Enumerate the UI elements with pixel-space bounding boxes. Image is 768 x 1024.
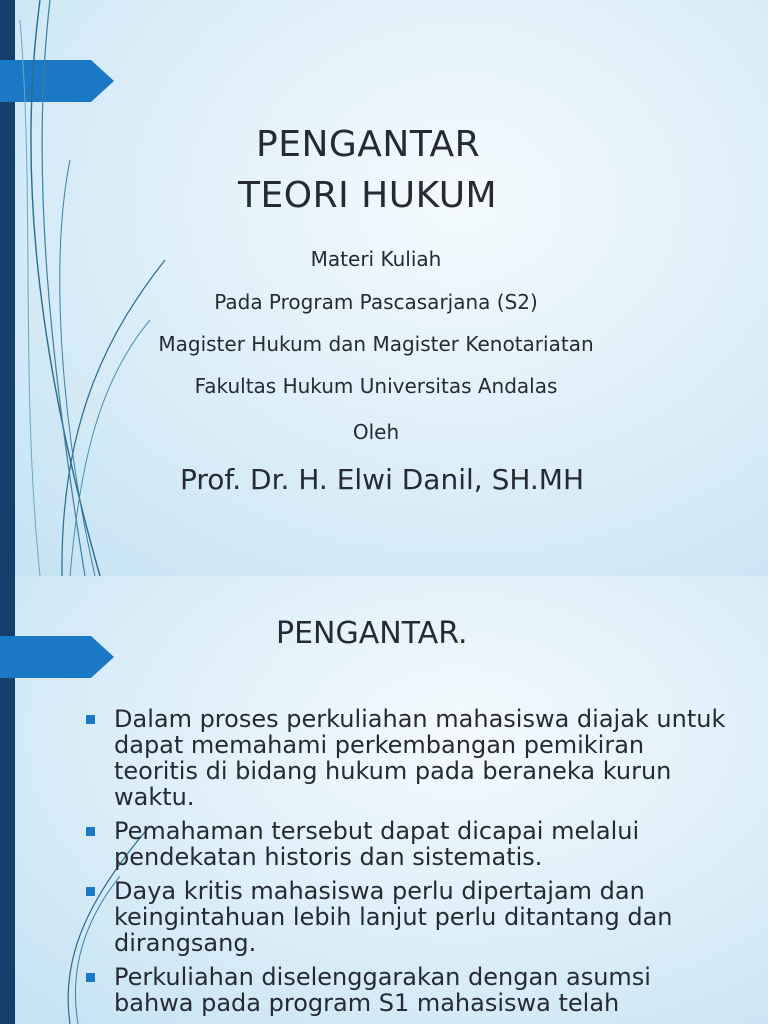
slide-heading: PENGANTAR.	[276, 616, 468, 651]
list-item	[86, 878, 726, 956]
subtitle-line-2: Pada Program Pascasarjana (S2)	[214, 290, 538, 314]
bullet-text: Dalam proses perkuliahan mahasiswa diajak untuk dapat memahami perkembangan pemikiran teoritis di bidang hukum pada beraneka kurun waktu.	[114, 705, 726, 811]
subtitle-line-3: Magister Hukum dan Magister Kenotariatan	[158, 332, 594, 356]
square-bullet-icon	[86, 973, 95, 982]
list-item	[86, 706, 726, 810]
bullet-text: Daya kritis mahasiswa perlu dipertajam dan keingintahuan lebih lanjut perlu ditantang dan dirangsang.	[114, 877, 673, 957]
bullet-list	[86, 706, 726, 1024]
list-item	[86, 964, 726, 1016]
slide-title-line-2: TEORI HUKUM	[238, 175, 498, 216]
bullet-text: Perkuliahan diselenggarakan dengan asumsi bahwa pada program S1 mahasiswa telah	[114, 963, 651, 1017]
square-bullet-icon	[86, 715, 95, 724]
square-bullet-icon	[86, 827, 95, 836]
arrow-tab-decoration	[0, 60, 114, 102]
square-bullet-icon	[86, 887, 95, 896]
slide-title-line-1: PENGANTAR	[256, 124, 481, 165]
slide-pengantar	[0, 576, 768, 1024]
list-item	[86, 818, 726, 870]
subtitle-line-5: Oleh	[352, 420, 400, 444]
bullet-text: Pemahaman tersebut dapat dicapai melalui pendekatan historis dan sistematis.	[114, 817, 640, 871]
subtitle-line-1: Materi Kuliah	[310, 247, 442, 271]
subtitle-line-4: Fakultas Hukum Universitas Andalas	[194, 374, 558, 398]
arrow-tab-decoration	[0, 636, 114, 678]
author-name: Prof. Dr. H. Elwi Danil, SH.MH	[179, 463, 585, 496]
